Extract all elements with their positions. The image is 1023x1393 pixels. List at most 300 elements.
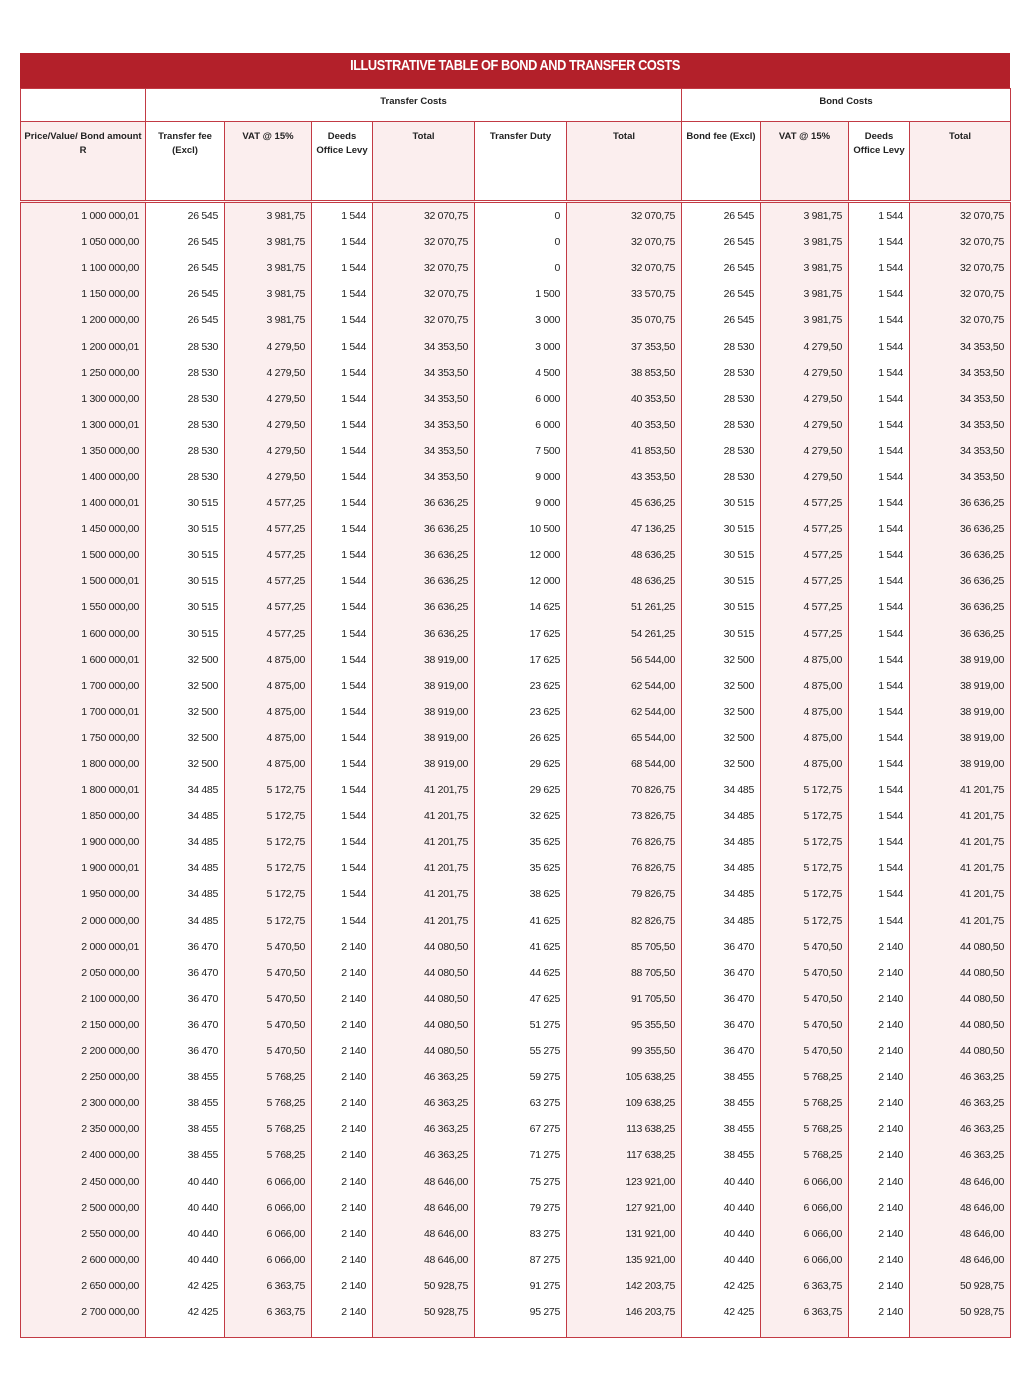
table-cell: 2 350 000,00 xyxy=(21,1116,146,1142)
table-row xyxy=(21,333,1011,359)
table-cell: 1 544 xyxy=(312,281,373,307)
table-cell: 4 875,00 xyxy=(225,725,312,751)
table-row xyxy=(21,1168,1011,1194)
table-cell: 2 000 000,01 xyxy=(21,934,146,960)
table-cell: 32 070,75 xyxy=(910,255,1011,281)
table-cell: 26 545 xyxy=(146,229,225,255)
table-cell: 36 470 xyxy=(146,1038,225,1064)
table-cell: 1 544 xyxy=(312,829,373,855)
table-cell: 36 636,25 xyxy=(910,621,1011,647)
table-cell: 55 275 xyxy=(475,1038,567,1064)
table-cell: 36 636,25 xyxy=(373,568,475,594)
table-cell: 34 353,50 xyxy=(373,438,475,464)
table-cell: 34 485 xyxy=(146,881,225,907)
table-cell: 1 700 000,01 xyxy=(21,699,146,725)
table-cell: 34 353,50 xyxy=(373,412,475,438)
table-cell: 1 544 xyxy=(312,777,373,803)
table-cell: 1 544 xyxy=(849,255,910,281)
table-cell: 6 066,00 xyxy=(761,1195,849,1221)
table-cell: 1 800 000,00 xyxy=(21,751,146,777)
table-cell: 23 625 xyxy=(475,673,567,699)
table-row xyxy=(21,960,1011,986)
table-cell: 41 201,75 xyxy=(910,803,1011,829)
table-cell: 2 140 xyxy=(312,1195,373,1221)
column-header: Price/Value/ Bond amount R xyxy=(21,122,146,202)
table-cell: 1 544 xyxy=(312,568,373,594)
table-cell: 38 455 xyxy=(682,1116,761,1142)
table-cell: 2 140 xyxy=(312,1299,373,1338)
table-cell: 1 500 xyxy=(475,281,567,307)
table-cell: 2 140 xyxy=(849,960,910,986)
table-cell: 30 515 xyxy=(146,594,225,620)
table-cell: 1 544 xyxy=(312,202,373,230)
table-cell: 5 172,75 xyxy=(761,829,849,855)
table-cell: 23 625 xyxy=(475,699,567,725)
table-cell: 56 544,00 xyxy=(567,647,682,673)
table-cell: 26 545 xyxy=(682,307,761,333)
table-row xyxy=(21,673,1011,699)
table-cell: 1 544 xyxy=(849,647,910,673)
table-cell: 4 875,00 xyxy=(225,673,312,699)
table-cell: 38 919,00 xyxy=(373,751,475,777)
table-cell: 1 500 000,01 xyxy=(21,568,146,594)
table-cell: 109 638,25 xyxy=(567,1090,682,1116)
table-cell: 1 544 xyxy=(312,386,373,412)
table-cell: 32 625 xyxy=(475,803,567,829)
table-cell: 38 919,00 xyxy=(373,673,475,699)
table-cell: 1 544 xyxy=(312,360,373,386)
table-cell: 36 636,25 xyxy=(910,542,1011,568)
table-cell: 5 768,25 xyxy=(761,1116,849,1142)
table-cell: 29 625 xyxy=(475,777,567,803)
table-cell: 2 140 xyxy=(312,1142,373,1168)
table-cell: 1 544 xyxy=(849,229,910,255)
table-cell: 113 638,25 xyxy=(567,1116,682,1142)
table-row xyxy=(21,1064,1011,1090)
table-cell: 3 981,75 xyxy=(225,229,312,255)
table-cell: 2 140 xyxy=(312,1090,373,1116)
table-cell: 2 400 000,00 xyxy=(21,1142,146,1168)
table-cell: 34 353,50 xyxy=(910,412,1011,438)
table-cell: 5 768,25 xyxy=(761,1090,849,1116)
table-cell: 26 545 xyxy=(682,281,761,307)
table-cell: 1 544 xyxy=(849,516,910,542)
table-cell: 38 455 xyxy=(682,1090,761,1116)
table-cell: 50 928,75 xyxy=(910,1299,1011,1338)
table-cell: 17 625 xyxy=(475,621,567,647)
table-row xyxy=(21,855,1011,881)
table-cell: 32 070,75 xyxy=(373,229,475,255)
table-cell: 36 636,25 xyxy=(910,568,1011,594)
table-cell: 2 140 xyxy=(312,1038,373,1064)
table-cell: 87 275 xyxy=(475,1247,567,1273)
table-cell: 88 705,50 xyxy=(567,960,682,986)
table-cell: 38 919,00 xyxy=(373,647,475,673)
table-cell: 3 981,75 xyxy=(225,307,312,333)
table-cell: 0 xyxy=(475,229,567,255)
table-cell: 51 275 xyxy=(475,1012,567,1038)
table-cell: 1 950 000,00 xyxy=(21,881,146,907)
table-cell: 44 080,50 xyxy=(910,960,1011,986)
table-cell: 4 279,50 xyxy=(225,464,312,490)
table-cell: 3 981,75 xyxy=(761,307,849,333)
table-row xyxy=(21,621,1011,647)
table-cell: 1 300 000,01 xyxy=(21,412,146,438)
table-row xyxy=(21,229,1011,255)
table-cell: 9 000 xyxy=(475,464,567,490)
table-row xyxy=(21,516,1011,542)
table-cell: 40 353,50 xyxy=(567,386,682,412)
table-cell: 2 140 xyxy=(849,1142,910,1168)
table-cell: 2 140 xyxy=(849,1064,910,1090)
table-cell: 34 485 xyxy=(146,829,225,855)
table-cell: 1 544 xyxy=(849,412,910,438)
table-cell: 34 353,50 xyxy=(910,360,1011,386)
table-cell: 28 530 xyxy=(682,333,761,359)
table-cell: 1 544 xyxy=(312,751,373,777)
table-cell: 63 275 xyxy=(475,1090,567,1116)
table-cell: 32 500 xyxy=(146,647,225,673)
table-cell: 2 140 xyxy=(312,960,373,986)
table-row xyxy=(21,1299,1011,1338)
table-cell: 6 000 xyxy=(475,412,567,438)
table-cell: 50 928,75 xyxy=(373,1299,475,1338)
table-cell: 1 544 xyxy=(849,464,910,490)
table-row xyxy=(21,725,1011,751)
table-cell: 1 544 xyxy=(312,255,373,281)
table-cell: 6 066,00 xyxy=(761,1168,849,1194)
table-cell: 2 140 xyxy=(849,986,910,1012)
table-cell: 28 530 xyxy=(146,360,225,386)
column-header: Transfer Duty xyxy=(475,122,567,202)
table-row xyxy=(21,777,1011,803)
table-cell: 30 515 xyxy=(682,542,761,568)
table-cell: 1 544 xyxy=(849,333,910,359)
table-cell: 6 066,00 xyxy=(225,1195,312,1221)
table-cell: 1 544 xyxy=(312,438,373,464)
table-cell: 1 544 xyxy=(849,438,910,464)
table-cell: 1 250 000,00 xyxy=(21,360,146,386)
table-cell: 48 646,00 xyxy=(373,1195,475,1221)
table-cell: 135 921,00 xyxy=(567,1247,682,1273)
table-cell: 44 080,50 xyxy=(373,986,475,1012)
table-cell: 36 470 xyxy=(146,986,225,1012)
table-cell: 2 200 000,00 xyxy=(21,1038,146,1064)
table-cell: 2 140 xyxy=(849,1116,910,1142)
table-cell: 4 875,00 xyxy=(761,751,849,777)
table-cell: 35 625 xyxy=(475,855,567,881)
table-cell: 1 544 xyxy=(312,621,373,647)
table-cell: 5 172,75 xyxy=(761,855,849,881)
table-cell: 5 172,75 xyxy=(761,908,849,934)
table-cell: 5 470,50 xyxy=(225,960,312,986)
table-cell: 44 080,50 xyxy=(373,1012,475,1038)
table-cell: 65 544,00 xyxy=(567,725,682,751)
table-cell: 9 000 xyxy=(475,490,567,516)
table-cell: 4 875,00 xyxy=(225,751,312,777)
table-cell: 5 768,25 xyxy=(225,1116,312,1142)
table-cell: 44 080,50 xyxy=(373,934,475,960)
table-cell: 75 275 xyxy=(475,1168,567,1194)
group-header-transfer: Transfer Costs xyxy=(146,89,682,122)
table-cell: 30 515 xyxy=(682,568,761,594)
table-cell: 2 140 xyxy=(849,1012,910,1038)
table-cell: 38 919,00 xyxy=(910,699,1011,725)
table-cell: 36 470 xyxy=(682,1038,761,1064)
table-cell: 4 875,00 xyxy=(761,673,849,699)
table-cell: 2 140 xyxy=(312,1168,373,1194)
table-cell: 36 636,25 xyxy=(373,594,475,620)
table-cell: 47 625 xyxy=(475,986,567,1012)
table-row xyxy=(21,1116,1011,1142)
table-cell: 41 201,75 xyxy=(910,829,1011,855)
table-cell: 1 544 xyxy=(849,751,910,777)
table-cell: 30 515 xyxy=(682,621,761,647)
table-cell: 6 363,75 xyxy=(761,1299,849,1338)
table-row xyxy=(21,803,1011,829)
table-body xyxy=(21,202,1011,1338)
table-cell: 32 070,75 xyxy=(910,281,1011,307)
table-cell: 48 646,00 xyxy=(910,1168,1011,1194)
table-cell: 2 140 xyxy=(849,1247,910,1273)
table-cell: 32 070,75 xyxy=(373,281,475,307)
table-cell: 46 363,25 xyxy=(373,1090,475,1116)
table-cell: 41 625 xyxy=(475,934,567,960)
table-cell: 2 140 xyxy=(312,1064,373,1090)
group-header-bond: Bond Costs xyxy=(682,89,1011,122)
table-cell: 1 544 xyxy=(312,516,373,542)
table-cell: 5 768,25 xyxy=(761,1142,849,1168)
table-cell: 1 300 000,00 xyxy=(21,386,146,412)
table-cell: 4 875,00 xyxy=(761,699,849,725)
column-header: Bond fee (Excl) xyxy=(682,122,761,202)
table-cell: 5 470,50 xyxy=(761,960,849,986)
table-cell: 5 768,25 xyxy=(225,1064,312,1090)
table-cell: 36 470 xyxy=(146,934,225,960)
table-cell: 2 140 xyxy=(849,1195,910,1221)
table-cell: 2 140 xyxy=(312,934,373,960)
table-cell: 3 981,75 xyxy=(225,202,312,230)
table-cell: 2 140 xyxy=(849,934,910,960)
table-cell: 34 485 xyxy=(682,829,761,855)
table-cell: 40 353,50 xyxy=(567,412,682,438)
table-cell: 34 485 xyxy=(682,881,761,907)
table-cell: 40 440 xyxy=(146,1247,225,1273)
table-cell: 28 530 xyxy=(146,333,225,359)
table-cell: 50 928,75 xyxy=(910,1273,1011,1299)
table-row xyxy=(21,568,1011,594)
table-cell: 5 470,50 xyxy=(761,1012,849,1038)
table-cell: 76 826,75 xyxy=(567,829,682,855)
table-cell: 32 070,75 xyxy=(910,229,1011,255)
table-cell: 5 172,75 xyxy=(225,803,312,829)
table-cell: 48 646,00 xyxy=(373,1168,475,1194)
table-cell: 5 470,50 xyxy=(761,1038,849,1064)
table-cell: 70 826,75 xyxy=(567,777,682,803)
table-cell: 26 545 xyxy=(146,281,225,307)
table-cell: 46 363,25 xyxy=(373,1142,475,1168)
table-cell: 1 544 xyxy=(312,307,373,333)
table-cell: 4 875,00 xyxy=(225,699,312,725)
table-row xyxy=(21,542,1011,568)
table-cell: 1 700 000,00 xyxy=(21,673,146,699)
column-header: Deeds Office Levy xyxy=(312,122,373,202)
table-cell: 32 500 xyxy=(146,751,225,777)
table-cell: 79 826,75 xyxy=(567,881,682,907)
table-cell: 4 577,25 xyxy=(225,594,312,620)
table-cell: 28 530 xyxy=(146,438,225,464)
table-cell: 1 544 xyxy=(312,464,373,490)
table-cell: 1 544 xyxy=(312,490,373,516)
table-row xyxy=(21,1142,1011,1168)
table-cell: 28 530 xyxy=(682,386,761,412)
table-cell: 44 080,50 xyxy=(910,934,1011,960)
table-cell: 1 544 xyxy=(849,360,910,386)
table-cell: 37 353,50 xyxy=(567,333,682,359)
table-cell: 6 066,00 xyxy=(761,1221,849,1247)
table-cell: 38 853,50 xyxy=(567,360,682,386)
table-cell: 48 636,25 xyxy=(567,568,682,594)
table-cell: 5 470,50 xyxy=(225,1012,312,1038)
table-cell: 1 500 000,00 xyxy=(21,542,146,568)
table-cell: 51 261,25 xyxy=(567,594,682,620)
table-cell: 32 500 xyxy=(146,673,225,699)
table-cell: 54 261,25 xyxy=(567,621,682,647)
table-cell: 38 455 xyxy=(146,1142,225,1168)
table-cell: 1 000 000,01 xyxy=(21,202,146,230)
table-cell: 1 544 xyxy=(849,568,910,594)
table-row xyxy=(21,1247,1011,1273)
table-cell: 41 201,75 xyxy=(373,829,475,855)
table-cell: 32 070,75 xyxy=(567,255,682,281)
table-cell: 44 080,50 xyxy=(910,1038,1011,1064)
table-cell: 30 515 xyxy=(146,621,225,647)
table-cell: 38 919,00 xyxy=(373,699,475,725)
table-cell: 35 625 xyxy=(475,829,567,855)
table-cell: 4 577,25 xyxy=(761,621,849,647)
table-cell: 32 070,75 xyxy=(373,202,475,230)
table-cell: 26 545 xyxy=(146,202,225,230)
table-cell: 2 140 xyxy=(849,1221,910,1247)
table-cell: 1 544 xyxy=(312,542,373,568)
table-cell: 4 279,50 xyxy=(761,438,849,464)
table-cell: 68 544,00 xyxy=(567,751,682,777)
table-cell: 1 544 xyxy=(849,281,910,307)
table-cell: 1 600 000,01 xyxy=(21,647,146,673)
table-cell: 3 981,75 xyxy=(761,229,849,255)
table-cell: 36 470 xyxy=(682,986,761,1012)
table-cell: 2 600 000,00 xyxy=(21,1247,146,1273)
table-cell: 6 066,00 xyxy=(225,1221,312,1247)
table-cell: 4 875,00 xyxy=(761,725,849,751)
table-row xyxy=(21,594,1011,620)
table-cell: 38 625 xyxy=(475,881,567,907)
table-cell: 26 545 xyxy=(146,307,225,333)
table-cell: 4 279,50 xyxy=(761,464,849,490)
table-cell: 32 500 xyxy=(146,725,225,751)
table-title: ILLUSTRATIVE TABLE OF BOND AND TRANSFER COSTS xyxy=(94,53,936,88)
title-bar xyxy=(20,53,1010,88)
table-row xyxy=(21,934,1011,960)
table-cell: 28 530 xyxy=(682,360,761,386)
table-cell: 44 080,50 xyxy=(373,1038,475,1064)
table-cell: 42 425 xyxy=(146,1273,225,1299)
table-cell: 2 140 xyxy=(849,1168,910,1194)
table-cell: 32 070,75 xyxy=(373,307,475,333)
table-cell: 40 440 xyxy=(146,1168,225,1194)
table-cell: 34 485 xyxy=(682,777,761,803)
table-cell: 2 300 000,00 xyxy=(21,1090,146,1116)
table-cell: 41 201,75 xyxy=(910,855,1011,881)
table-cell: 4 279,50 xyxy=(761,333,849,359)
table-row xyxy=(21,464,1011,490)
table-cell: 41 625 xyxy=(475,908,567,934)
table-cell: 1 544 xyxy=(312,594,373,620)
table-row xyxy=(21,1195,1011,1221)
table-cell: 28 530 xyxy=(146,412,225,438)
table-cell: 2 150 000,00 xyxy=(21,1012,146,1038)
table-cell: 3 000 xyxy=(475,333,567,359)
table-cell: 1 550 000,00 xyxy=(21,594,146,620)
table-cell: 30 515 xyxy=(682,594,761,620)
table-cell: 5 768,25 xyxy=(225,1142,312,1168)
table-cell: 4 279,50 xyxy=(225,438,312,464)
table-cell: 38 919,00 xyxy=(910,647,1011,673)
table-cell: 41 201,75 xyxy=(910,908,1011,934)
table-row xyxy=(21,908,1011,934)
table-cell: 4 577,25 xyxy=(225,568,312,594)
table-row xyxy=(21,1090,1011,1116)
table-cell: 1 544 xyxy=(849,881,910,907)
table-cell: 48 646,00 xyxy=(910,1221,1011,1247)
table-cell: 32 500 xyxy=(682,751,761,777)
table-cell: 44 080,50 xyxy=(910,1012,1011,1038)
table-cell: 1 544 xyxy=(312,647,373,673)
table-cell: 73 826,75 xyxy=(567,803,682,829)
column-header: Total xyxy=(567,122,682,202)
table-cell: 30 515 xyxy=(146,516,225,542)
table-cell: 36 636,25 xyxy=(373,542,475,568)
table-cell: 2 140 xyxy=(312,1116,373,1142)
table-cell: 2 700 000,00 xyxy=(21,1299,146,1338)
table-cell: 4 279,50 xyxy=(761,412,849,438)
table-cell: 48 646,00 xyxy=(910,1247,1011,1273)
table-row xyxy=(21,829,1011,855)
table-cell: 5 768,25 xyxy=(225,1090,312,1116)
table-cell: 1 544 xyxy=(849,908,910,934)
table-cell: 99 355,50 xyxy=(567,1038,682,1064)
table-cell: 12 000 xyxy=(475,568,567,594)
table-cell: 36 636,25 xyxy=(910,594,1011,620)
table-row xyxy=(21,1221,1011,1247)
table-cell: 12 000 xyxy=(475,542,567,568)
table-cell: 1 544 xyxy=(849,542,910,568)
table-cell: 36 470 xyxy=(682,1012,761,1038)
table-cell: 41 201,75 xyxy=(373,855,475,881)
table-cell: 41 201,75 xyxy=(910,881,1011,907)
table-cell: 5 470,50 xyxy=(761,986,849,1012)
table-cell: 1 750 000,00 xyxy=(21,725,146,751)
table-cell: 6 000 xyxy=(475,386,567,412)
table-cell: 38 919,00 xyxy=(910,673,1011,699)
table-cell: 4 875,00 xyxy=(225,647,312,673)
table-row xyxy=(21,360,1011,386)
table-cell: 2 050 000,00 xyxy=(21,960,146,986)
table-cell: 32 070,75 xyxy=(373,255,475,281)
table-cell: 34 353,50 xyxy=(910,333,1011,359)
table-cell: 1 850 000,00 xyxy=(21,803,146,829)
table-cell: 3 981,75 xyxy=(225,281,312,307)
